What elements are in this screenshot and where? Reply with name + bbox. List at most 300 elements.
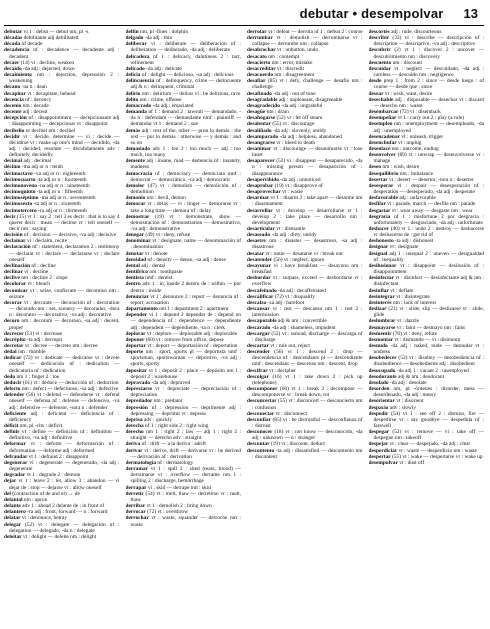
headword: desaliñado (247, 127, 272, 134)
dictionary-entry (126, 368, 242, 380)
dictionary-entry (4, 72, 120, 84)
headword: despedir (368, 410, 389, 417)
headword: descomponer (247, 386, 278, 393)
headword: decimocuarto (4, 176, 36, 183)
definition: (18) vt : not know — desconocido, -da adj : unknown — n : stranger (252, 429, 363, 442)
headword: desastre (247, 238, 266, 245)
definition: -za adj : barefoot (266, 299, 305, 306)
dictionary-entry (126, 78, 242, 90)
definition: (61) vt : deduce — deducción nf : deduction (21, 379, 119, 386)
headword: deprisa (125, 416, 143, 423)
definition: -ra adj : front, forward — n : forward (25, 509, 108, 516)
headword: desgracia (368, 213, 391, 220)
definition: nm : disaster — desastroso, -sa adj : disastrous (252, 238, 363, 251)
headword: defecto (4, 386, 21, 393)
definition: nm : outcome, ending (390, 145, 439, 152)
dictionary-entry (247, 195, 363, 207)
headword: desaseado (247, 232, 271, 239)
definition: (19) vt : discount, deduct (269, 441, 325, 448)
dictionary-entry (126, 146, 242, 158)
headword: década (4, 41, 21, 48)
headword: demasiado (125, 145, 151, 152)
headword: denotar (125, 250, 144, 257)
dictionary-entry (247, 78, 363, 90)
dictionary-entry (247, 146, 363, 158)
definition: nf : decline (30, 262, 56, 269)
definition: vr : bleed to death (274, 139, 316, 146)
definition: nf : decision — decisivo, -va adj : decisive (22, 232, 116, 239)
definition: -ra adj or n : thirteenth (36, 207, 87, 214)
headword: derecho (125, 429, 144, 436)
headword: degenerar (4, 459, 28, 466)
dictionary-entry (126, 466, 242, 484)
definition: (72) vt : overthrow (145, 509, 188, 516)
headword: definir (4, 429, 20, 436)
definition: adv 1 : in, inside 2 dentro de : within — por dentro : inside (130, 281, 241, 294)
definition: (47) vt : demolish — demolición nf : demolition (130, 182, 241, 196)
headword: dermatología (125, 459, 157, 466)
headword: decadencia (4, 47, 30, 54)
definition: adj : unfavorable (397, 195, 436, 202)
definition: (52) vt : unload, discharge — descarga nf : discharge (252, 330, 363, 343)
dictionary-entry (126, 515, 242, 527)
definition: adj & nm : convertible (276, 318, 327, 325)
definition: nf : decency (23, 96, 52, 103)
headword: designar (368, 244, 389, 251)
headword: demente (125, 158, 145, 165)
definition: -da adj : depraved (150, 379, 191, 386)
dictionary-entry (126, 281, 242, 293)
header-rule (4, 25, 484, 26)
headword: derivar (125, 447, 143, 454)
definition: vt : denote (143, 250, 168, 257)
headword: desabrochar (247, 47, 276, 54)
definition: nm 1 : finger 2 : toe (15, 373, 60, 380)
headword: desangrarse (247, 139, 275, 146)
definition: -da adj : shameless, impudent (270, 324, 336, 331)
headword: decrépito (4, 336, 26, 343)
headword: depreciarse (125, 386, 153, 393)
definition: adv : quickly (142, 416, 173, 423)
definition: nf : democracy — demócrata nmf : democrat — democrático, -ca adj : democratic (130, 170, 241, 183)
dictionary-entry (4, 392, 120, 410)
definition: -ta adj or n : fifteenth (35, 189, 83, 196)
headword: deslumbrar (368, 318, 396, 325)
definition: (56) vt : neglect, ignore (272, 256, 325, 263)
headword: declamar (4, 238, 26, 245)
headword: decretar (4, 342, 24, 349)
headword: dentista (125, 275, 144, 282)
definition: nf : delinquency, crime — delincuente adj & n : delinquent, criminal (130, 78, 241, 91)
definition: nm : thimble (16, 349, 46, 356)
headword: derretir (125, 490, 144, 497)
definition: vt : surpass, exceed — desbordarse vr : overflow (252, 275, 363, 288)
definition: nm : lack of interest (391, 299, 437, 306)
headword: decenio (4, 102, 22, 109)
dictionary-entry (369, 152, 485, 164)
headword: descortés (368, 29, 390, 35)
headword: despacio (368, 404, 389, 411)
headword: demás (125, 127, 141, 134)
definition: nm : defect — defectuoso, -sa adj : defective (20, 386, 119, 393)
headword: delegar (4, 521, 22, 528)
headword: desacreditar (247, 65, 276, 72)
headword: decepción (4, 115, 27, 122)
definition: -na n : dean (20, 84, 47, 91)
headword: demoler (125, 182, 145, 189)
definition: -ta adj : decrepit (25, 336, 63, 343)
definition: nf : statement, declaration 2 : testimony — declarar vt : declare — declararse vr : declare oneself (9, 244, 120, 263)
dictionary-entry (126, 429, 242, 441)
headword: delicado (125, 65, 145, 72)
headword: desembarcar (368, 109, 399, 116)
definition: (60) vt 1 : break 2 : decompose — descomponerse vr : break down, rot (252, 386, 363, 399)
headword: deslizar (368, 306, 387, 313)
definition: vt : disinfect — desinfectante adj & nm : disinfectant (373, 275, 484, 288)
headword: desinfectar (368, 275, 394, 282)
definition: -ma adj or n : seventeenth (38, 195, 96, 202)
headword: declinar (4, 269, 23, 276)
definition: adj : deficient — deficiencia nf : deficiency (9, 410, 120, 423)
dictionary-entry (369, 386, 485, 398)
headword: decir (4, 213, 16, 220)
headword: delito (125, 96, 139, 103)
dictionary-entry (369, 183, 485, 195)
dictionary-entry (369, 251, 485, 263)
headword: desocupado (368, 367, 396, 374)
dictionary-entry (126, 214, 242, 232)
definition: nm 1 : right 2 : law — adj 1 : right 2 : straight — derecho adv : straight (130, 429, 241, 442)
definition: (60) vt : remove from office, depose (144, 336, 224, 343)
dictionary-entry (126, 109, 242, 127)
definition: -va adj or n : eighteenth (32, 170, 86, 177)
definition: nm : decorum — decoroso, -sa adj : decent, proper (9, 318, 120, 331)
dictionary-entry (126, 386, 242, 398)
headword: descalificar (247, 293, 274, 300)
definition: nm : sport, sports pl — deportista nmf : sportsman, sportswoman — deportivo, -va adj : sports, sporty (130, 349, 241, 368)
definition: vt : deflate (388, 287, 414, 294)
column-2 (126, 29, 242, 625)
headword: desaparecer (247, 158, 275, 165)
definition: adj : decimal (21, 158, 52, 165)
definition: -da adj : unnoticed (278, 176, 321, 183)
definition: (55) vt : wake — despertarse vr : wake up (390, 453, 483, 460)
page-header (0, 6, 478, 21)
definition: adj & nm : deodorant (396, 373, 445, 380)
definition: vt 1 : deposit 2 : place — depósito nm 1 : deposit 2 : warehouse (130, 367, 241, 380)
dictionary-entry (369, 66, 485, 78)
headword: deshacer (368, 226, 389, 232)
definition: adj : unpleasant, disagreeable (277, 96, 343, 103)
definition: (72) vt : dedicate — dedicarse vr : devote oneself — dedicación nf : dedication — dedicatoria nf : dedication (9, 355, 120, 374)
headword: desfavorable (368, 195, 398, 202)
definition: (55) vt : discourage (270, 121, 315, 128)
dictionary-entry (369, 275, 485, 287)
headword: desde (368, 78, 382, 85)
dictionary-entry (4, 318, 120, 330)
definition: vt : wish, want, desire (383, 90, 433, 97)
headword: desempolvar (368, 459, 398, 466)
dictionary-entry (4, 244, 120, 262)
headword: deporte (125, 349, 144, 356)
headword: desaprobar (247, 182, 274, 189)
headword: decomisar (4, 287, 28, 294)
definition: -da adj : thin (143, 35, 173, 42)
definition: -da adj : delicate (144, 65, 182, 72)
definition: -da adj : dirty, untidy (270, 232, 317, 239)
definition: or decibel nm : decibel (24, 127, 76, 134)
definition: -da adj : naked, nude — desnudar vt : undress (373, 342, 484, 356)
headword: desperdiciar (368, 447, 398, 454)
headword: delantero (4, 509, 26, 516)
definition: vt : discourage — desanimarse vr : lose heart (252, 145, 363, 159)
definition: vt : defeat — derrota nf 1 : defeat 2 : course (266, 29, 363, 35)
headword: descontar (247, 441, 270, 448)
definition: nm 1 : department 2 : apartment (157, 306, 229, 313)
dictionary-entry (369, 226, 485, 238)
definition: vi : have breakfast — desayuno nm : breakfast (252, 262, 363, 276)
headword: delante (4, 503, 21, 510)
definition: vt : demolish — derrumbarse vr : collapse — derrumbe nm : collapse (252, 35, 363, 48)
definition: nf 1 : right side 2 : right wing (143, 423, 209, 429)
definition: (16) vt 1 : take down 2 : pick up (telephone) (252, 373, 363, 386)
dictionary-entry (369, 306, 485, 318)
headword: deficiente (4, 410, 27, 417)
definition: vi : despair — desesperación nf : desperation — desesperado, -da adj : desperate (373, 182, 484, 196)
dictionary-entry (247, 448, 363, 460)
definition: nm : wish, desire (381, 164, 420, 171)
headword: desalentar (247, 121, 271, 128)
headword: desnudo (368, 342, 388, 349)
dictionary-entry (369, 121, 485, 133)
definition: vt : untie — desatarse vr : break out (264, 250, 343, 257)
definition: vi : degenerate — degenerado, -da adj : degenerate (9, 459, 120, 473)
dictionary-entry (4, 300, 120, 318)
headword: decimosexto (4, 201, 33, 208)
dictionary-entry (4, 522, 120, 534)
headword: demostrar (125, 213, 150, 220)
definition: nm, pl -cits : deficit (18, 423, 63, 429)
definition: (85) vt : defy, challenge — desafío nm : challenge (252, 78, 363, 91)
dictionary-entry (247, 374, 363, 386)
headword: desintegrar (368, 293, 395, 300)
dictionary-entry (247, 417, 363, 429)
definition: (54) vt : melt, thaw — derretirse vr : melt, thaw (130, 490, 241, 503)
headword: decimal (4, 158, 22, 165)
headword: desempleo (368, 121, 393, 128)
entry-columns (4, 29, 484, 625)
definition: nm : imbalance (398, 170, 434, 177)
definition: adj : decent (21, 109, 48, 116)
definition: nm : delirium — delirar vi : be delirious, rave (140, 90, 241, 97)
definition: (89) vt : unwrap — desenvolverse vr : manage (373, 152, 484, 165)
headword: deshonesto (368, 238, 394, 245)
definition: vt : dismantle — vi : dismount (393, 336, 461, 343)
headword: desarticular (247, 226, 275, 232)
definition: vt 1 : demolish 2 : bring down (145, 503, 212, 510)
definition: vi : skid — derrape nm : skid (146, 484, 211, 491)
headword: del (4, 490, 11, 497)
definition: -ta adj : dissatisfied — descontento nm : discontent (252, 447, 363, 460)
definition: (53) vi : decrease (23, 330, 63, 337)
definition: -da adj : emaciated (151, 102, 194, 109)
headword: déficit (4, 423, 19, 429)
definition: (19) vt : disapprove of (273, 182, 323, 189)
headword: descuento (368, 59, 392, 66)
headword: descarado (247, 324, 271, 331)
headword: decente (4, 109, 22, 116)
headword: derramar (125, 466, 148, 473)
definition: nf 1 : misfortune 2 por desgracia : unfortunately — desgraciado, -da adj : unfortunate (373, 213, 484, 226)
definition: adj : rude, discourteous (389, 29, 442, 35)
headword: deriva (125, 441, 141, 448)
headword: décadas (4, 35, 23, 42)
headword: desarmar (247, 195, 270, 202)
definition: -ta adj : dishonest (393, 238, 434, 245)
headword: delincuencia (125, 78, 155, 85)
definition: vt : denounce, betray (20, 515, 68, 522)
definition: nm : drain (265, 109, 289, 116)
definition: (2) vt 1 : discover 2 : uncover — descubrimiento nm : discovery (373, 47, 484, 60)
dictionary-entry (4, 441, 120, 453)
headword: desobedecer (368, 355, 397, 362)
definition: nm : crime, offense (138, 96, 182, 103)
definition: (21) vt : slide, slip — deslizarse vr : slide, glide (373, 306, 484, 319)
definition: vt : deform — deformación nf : deformation — deforme adj : deformed (9, 441, 120, 454)
dictionary-entry (369, 355, 485, 367)
headword: desconocer (247, 429, 273, 436)
headword: deportar (125, 342, 146, 349)
definition: vt : decipher (267, 367, 296, 374)
definition: nm : toothpaste (147, 269, 183, 276)
headword: decrecer (4, 330, 24, 337)
headword: derribar (125, 503, 146, 510)
headword: decibelio (4, 127, 25, 134)
headword: delicadeza (125, 53, 150, 60)
headword: dentro (125, 281, 141, 288)
headword: debutar (4, 29, 23, 35)
dictionary-entry (369, 97, 485, 109)
definition: vr : faint — desmayo nm : faint (395, 324, 465, 331)
headword: demanda (125, 109, 147, 116)
definition: (52) vr : let off steam (275, 115, 323, 122)
headword: desatar (247, 250, 265, 257)
headword: delatar (4, 515, 21, 522)
definition: nf : disappointment — decepcionante adj : disappointing — decepcionar vt : disappoint (9, 115, 120, 128)
definition: nf : decadence — decadente adj : decadent (9, 47, 120, 60)
dictionary-entry (126, 158, 242, 170)
headword: desertar (368, 176, 388, 183)
definition: vt : waste, squander — derroche nm : waste (130, 515, 241, 528)
definition: vt : waste — desperdicio nm : waste (397, 447, 477, 454)
definition: vt : delight — deleite nm : delight (21, 533, 97, 540)
headword: decimoctavo (4, 170, 33, 177)
definition: vt : decorate — decoración nf : decoration — decorado nm : set, scenery — decorador, -dora n : decorator — decorativo, -va adj : decorative (9, 299, 120, 319)
dictionary-entry (247, 429, 363, 441)
definition: nf : drift — a la deriva : adrift (140, 441, 206, 448)
headword: decano (4, 84, 21, 91)
headword: desacuerdo (247, 72, 274, 79)
headword: delgado (125, 35, 144, 42)
dictionary-entry (247, 306, 363, 318)
definition: vt : seize, confiscate — decomiso nm : seizure (9, 287, 120, 300)
definition: adj : dental (139, 262, 166, 269)
definition: nm, pl -órdenes : disorder, mess — desordenado, -da adj : messy (373, 386, 484, 399)
definition: vi : desert — desertor, -tora n : deserter (387, 176, 474, 183)
headword: desmayarse (368, 324, 396, 331)
definition: nf 1 : demand 2 : lawsuit — demandado, -da n : defendant — demandante nmf : plaintiff — demandar vt 1 : demand 2 : sue (130, 109, 241, 128)
headword: declive (4, 275, 20, 282)
headword: desconfiar (247, 416, 271, 423)
headword: decapitar (4, 90, 26, 97)
dictionary-entry (369, 47, 485, 59)
definition: vi : derive, drift — derivarse vr : be derived — derivación nf : derivation (130, 447, 241, 460)
headword: desayunar (247, 262, 271, 269)
dictionary-entry (247, 398, 363, 410)
headword: decimoquinto (4, 189, 36, 196)
headword: desenlace (368, 145, 391, 152)
headword: derrapar (125, 484, 147, 491)
headword: deformar (4, 441, 26, 448)
dictionary-entry (4, 115, 120, 127)
dictionary-entry (247, 275, 363, 287)
headword: declaración (4, 244, 31, 251)
headword: desconectar (247, 410, 275, 417)
headword: descansar (247, 306, 270, 313)
definition: -da adj : decaffeinated (276, 287, 326, 294)
definition: nm : predator (152, 398, 183, 405)
definition: adj 1 : unequal 2 : uneven — desigualdad nf : inequality (373, 250, 484, 263)
dictionary-entry (369, 214, 485, 226)
headword: depositar (125, 367, 148, 374)
headword: desahogarse (247, 115, 276, 122)
headword: departamento (125, 306, 158, 313)
definition: (33) vt : describe — descripción nf : description — descriptivo, -va adj : descriptive (373, 35, 484, 48)
definition: adj : disposable — desechar vt : discard — desecho nm : waste (373, 96, 484, 109)
dictionary-entry (126, 491, 242, 503)
headword: decolorar (4, 281, 27, 288)
definition: vi : parade, march — desfile nm : parade (385, 201, 476, 208)
definition: vt : discredit (275, 65, 304, 72)
definition: vi 1 : debut — debut nm, pl -s (22, 29, 89, 35)
dictionary-entry (126, 171, 242, 183)
definition: vt 1 : carry out 2 : play (a role) (396, 115, 465, 122)
definition: (72) vi : disembark (398, 109, 441, 116)
definition: (14) vi : decline, weaken (19, 59, 75, 66)
definition: vt : disorient (394, 398, 424, 405)
headword: decaer (4, 59, 20, 66)
dictionary-entry (4, 134, 120, 159)
definition: (76) vt : deny, refute (391, 330, 438, 337)
definition: vt : develop — desarrollarse vr 1 : develop 2 : take place — desarrollo nm : development (252, 207, 363, 226)
definition: (52) vt : delegate — delegación nf : delegation — delegado, -da n : delegate (9, 521, 120, 534)
definition: vt : bleach (26, 281, 50, 288)
headword: decidir (4, 133, 21, 140)
headword: dental (125, 262, 140, 269)
headword: demacrado (125, 102, 152, 109)
definition: -ta adj or n : sixteenth (32, 201, 81, 208)
definition: nf : delight — delicioso, -sa adj : delicious (140, 72, 234, 79)
definition: vt : disappoint — desilusión nf : disappointment (373, 262, 484, 276)
headword: depredador (125, 398, 153, 405)
headword: dedicar (4, 355, 22, 362)
headword: desafinado (247, 90, 272, 97)
definition: adj : rest of the, other — pron lo demás : the rest — por lo demás : otherwise — y demás : and so on (130, 127, 241, 146)
definition: -da adj : out of tune (271, 90, 316, 97)
headword: denunciar (125, 293, 149, 300)
definition: nm : decline 2 : slope (19, 275, 68, 282)
definition: nf decade (20, 41, 43, 48)
